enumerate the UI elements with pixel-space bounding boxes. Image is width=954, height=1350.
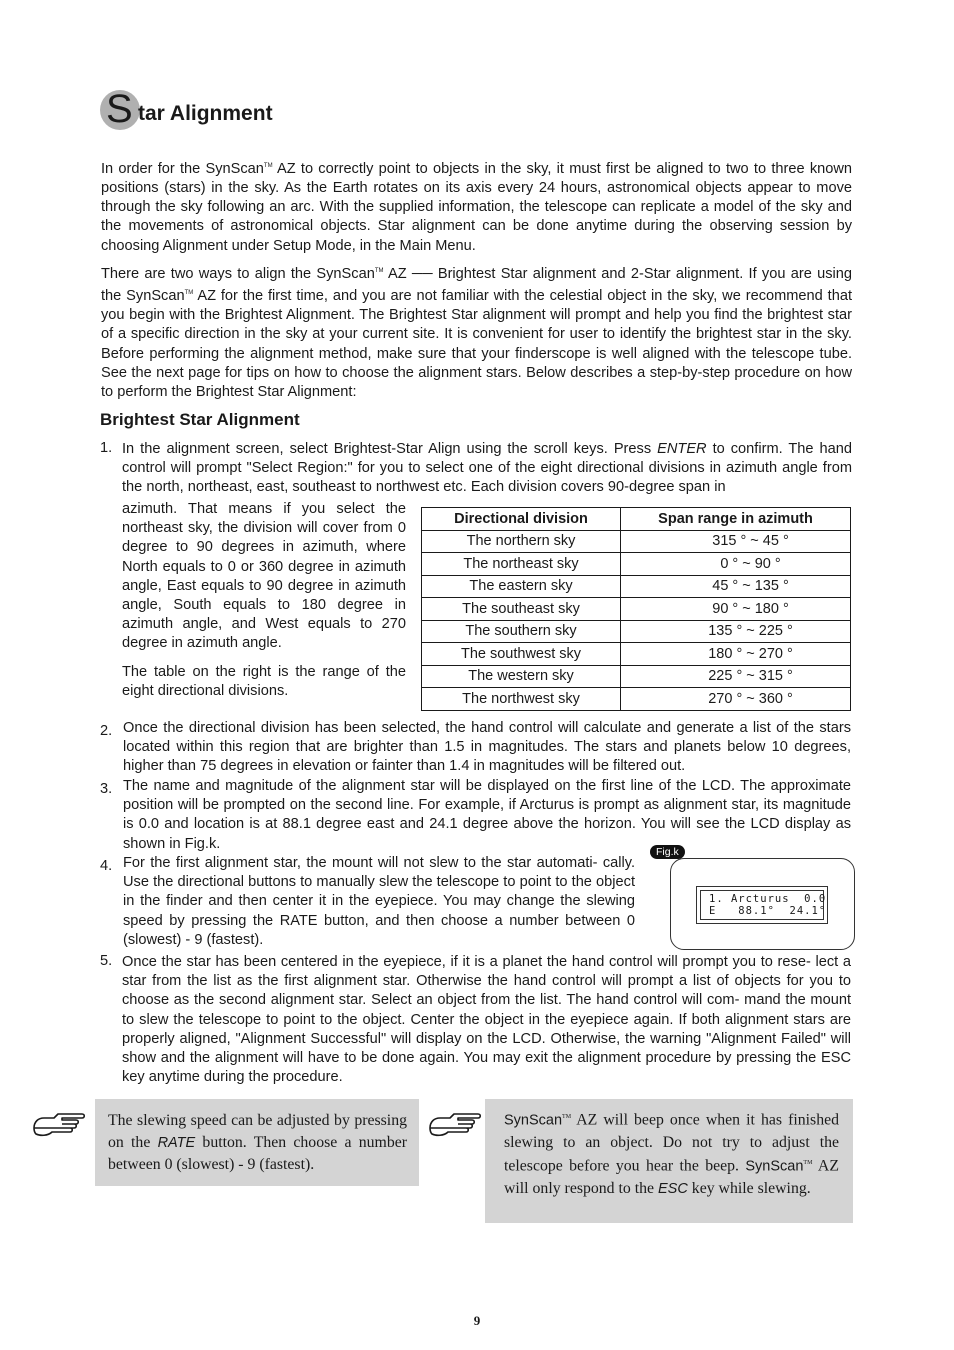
table-cell-span: 225 ° ~ 315 ° <box>621 665 851 688</box>
page-number: 9 <box>473 1313 481 1328</box>
step-4-text: For the first alignment star, the mount will not slew to the star automati- cally. Use the directional buttons to manually slew the telescope to point to the object in the finder and then center it in the eyepiece. You may change the slewing speed by pressing the RATE button, and then choose a number between 0 (slowest) - 9 (fastest). <box>123 855 635 948</box>
table-row <box>422 688 851 711</box>
table-header-span: Span range in azimuth <box>621 508 851 531</box>
table-cell-division: The eastern sky <box>422 575 621 598</box>
table-cell-division: The southwest sky <box>422 643 621 666</box>
lcd-frame <box>696 886 828 924</box>
step-1-number: 1. <box>100 440 113 456</box>
table-cell-division: The southern sky <box>422 620 621 643</box>
title-text: tar Alignment <box>138 102 273 125</box>
step-1-text: In the alignment screen, select Brightest-Star Align using the scroll keys. Press ENTER to confirm. The hand control will prompt "Select Region:" for you to select one of the eight directional divisions in azimuth angle from the north, northeast, east, southeast to northwest etc. Each division covers 90-degree span in <box>122 441 852 496</box>
note-slewing-speed: The slewing speed can be adjusted by pressing on the RATE button. Then choose a number between 0 (slowest) - 9 (fastest). <box>95 1099 419 1186</box>
table-cell-division: The southeast sky <box>422 598 621 621</box>
step-1-continued: azimuth. That means if you select the northeast sky, the division will cover from 0 degree to 90 degrees in azimuth, where North equals to 0 or 360 degree in azimuth angle, East equals to 90 degree in azimuth angle, South equals to 180 degree in azimuth angle, and West equals to 270 degree in azimuth angle. <box>122 501 406 652</box>
table-cell-span: 315 ° ~ 45 ° <box>621 530 851 553</box>
intro-paragraph-1: In order for the SynScan™ AZ to correctly point to objects in the sky, it must first be aligned to two to three known positions (stars) in the sky. As the Earth rotates on its axis every 24 hours, astronomical objects appear to move through the sky following an arc. With the supplied information, the telescope can replicate a model of the sky and the movements of astronomical objects. Star alignment can be done anytime during the observing session by choosing Alignment under Setup Mode, in the Main Menu. <box>101 160 852 254</box>
table-cell-span: 45 ° ~ 135 ° <box>621 575 851 598</box>
table-cell-span: 90 ° ~ 180 ° <box>621 598 851 621</box>
dropcap-letter: S <box>106 87 133 131</box>
lcd-screen <box>700 890 827 920</box>
step-3-number: 3. <box>100 781 113 797</box>
section-heading: Brightest Star Alignment <box>100 410 300 429</box>
dropcap-circle <box>100 87 140 131</box>
step-4-number: 4. <box>100 858 113 874</box>
step-5-text: Once the star has been centered in the eyepiece, if it is a planet the hand control will prompt you to rese- lect a star from the list as the first alignment star. Otherwise the hand control will prompt a list of objects for you to choose as the second alignment star. Select an object from the list. The hand control will com- mand the mount to slew the telescope to point to the object. Center the object in the eyepiece again. If both alignment stars are properly aligned, "Alignment Successful" will display on the LCD. Otherwise, the warning "Alignment Failed" will show and the alignment will have to be done again. You may exit the alignment procedure by pressing the ESC key anytime during the procedure. <box>122 954 851 1086</box>
pointing-hand-icon <box>428 1110 484 1145</box>
step-5-number: 5. <box>100 953 113 969</box>
figure-label: Fig.k <box>650 845 685 859</box>
table-row <box>422 553 851 576</box>
table-cell-span: 270 ° ~ 360 ° <box>621 688 851 711</box>
table-header-row <box>422 508 851 531</box>
table-row <box>422 643 851 666</box>
table-row <box>422 530 851 553</box>
intro-paragraph-2: There are two ways to align the SynScan™ AZ ── Brightest Star alignment and 2-Star alignment. If you are using the SynScan™ AZ for the first time, and you are not familiar with the celestial object in the sky, we recommend that you begin with the Brightest Alignment. The Brightest Star alignment will prompt and help you find the brightest star of a specific direction in the sky at your current site. It is convenient for user to identify the brightest star in the sky. Before performing the alignment method, make sure that your finderscope is well aligned with the telescope tube. See the next page for tips on how to choose the alignment stars. Below describes a step-by-step procedure on how to perform the Brightest Star Alignment: <box>101 265 852 400</box>
step-3-text: The name and magnitude of the alignment star will be displayed on the first line of the LCD. The approximate position will be prompted on the second line. For example, if Arcturus is prompt as alignment star, its magnitude is 0.0 and location is at 88.1 degree east and 24.1 degree above the horizon. You will see the LCD display as shown in Fig.k. <box>123 778 851 852</box>
step-2-number: 2. <box>100 723 113 739</box>
table-cell-span: 135 ° ~ 225 ° <box>621 620 851 643</box>
lcd-line-1: 1. Arcturus 0.0 <box>709 893 827 905</box>
lcd-line-2: E 88.1° 24.1° <box>709 905 827 917</box>
directional-division-table <box>421 507 851 711</box>
table-cell-span: 180 ° ~ 270 ° <box>621 643 851 666</box>
table-row <box>422 575 851 598</box>
step-1-table-note: The table on the right is the range of the eight directional divisions. <box>122 664 406 700</box>
table-row <box>422 620 851 643</box>
hand-control-lcd-figure <box>670 858 855 950</box>
table-cell-division: The western sky <box>422 665 621 688</box>
step-2-text: Once the directional division has been selected, the hand control will calculate and generate a list of the stars located within this region that are brighter than 1.5 in magnitudes. The stars and planets below 10 degrees, higher than 75 degrees in elevation or fainter than 1.4 in magnitudes will be filtered out. <box>123 720 851 775</box>
note-beep: SynScan™ AZ will beep once when it has finished slewing to an object. Do not try to adjust the telescope before you hear the beep. SynScan™ AZ will only respond to the ESC key while slewing. <box>485 1099 853 1223</box>
table-cell-span: 0 ° ~ 90 ° <box>621 553 851 576</box>
table-header-division: Directional division <box>422 508 621 531</box>
table-cell-division: The northwest sky <box>422 688 621 711</box>
table-cell-division: The northern sky <box>422 530 621 553</box>
table-row <box>422 598 851 621</box>
table-row <box>422 665 851 688</box>
pointing-hand-icon <box>32 1110 88 1145</box>
table-cell-division: The northeast sky <box>422 553 621 576</box>
